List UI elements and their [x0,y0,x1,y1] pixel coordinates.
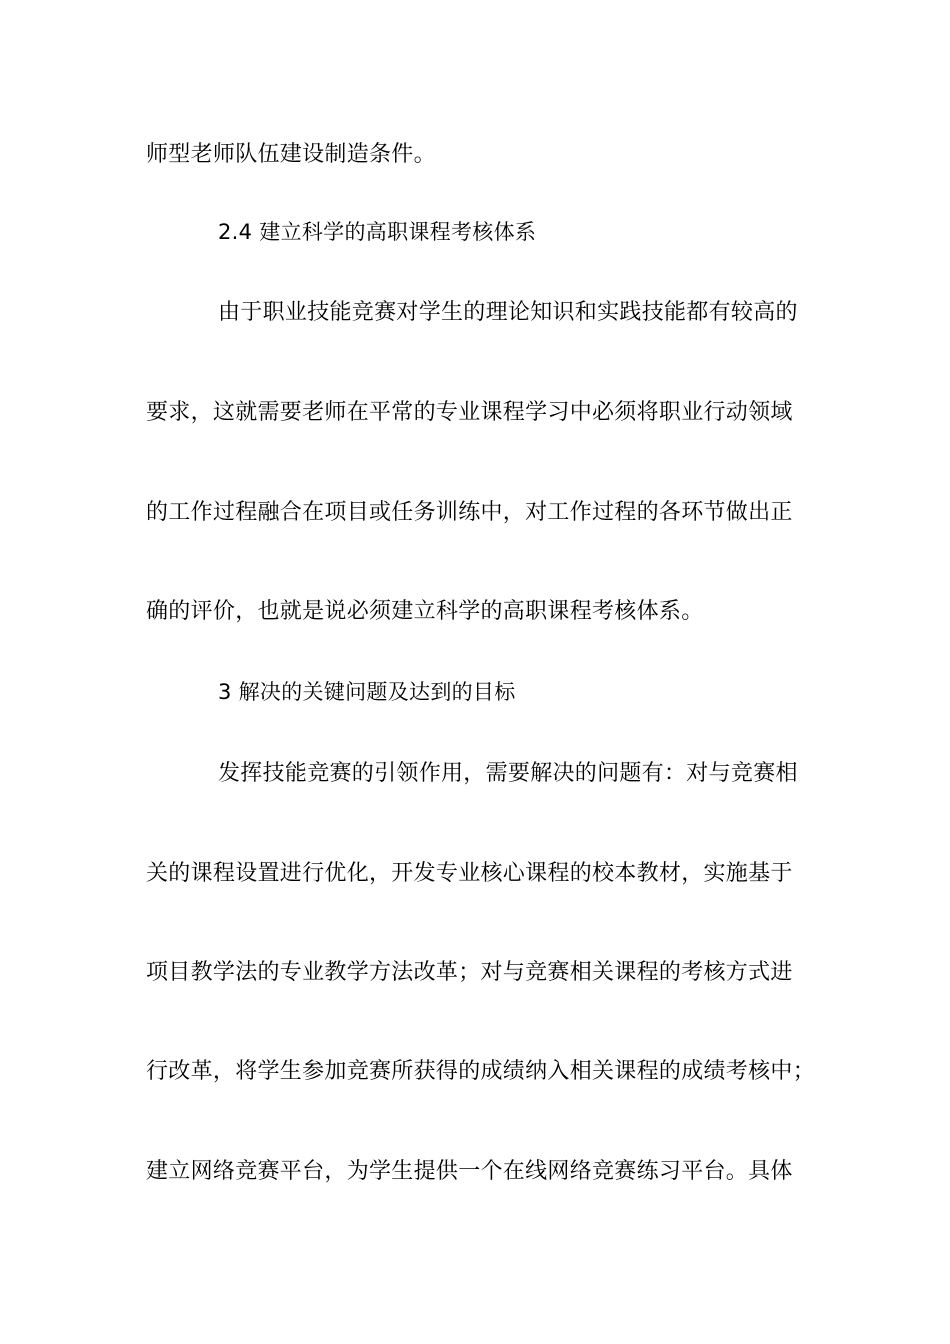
paragraph-line: 发挥技能竞赛的引领作用，需要解决的问题有：对与竞赛相 [218,761,798,786]
paragraph-line: 师型老师队伍建设制造条件。 [146,142,436,167]
section-heading-3: 3 解决的关键问题及达到的目标 [218,680,516,704]
paragraph-line: 要求，这就需要老师在平常的专业课程学习中必须将职业行动领域 [146,400,793,425]
paragraph-line: 行改革，将学生参加竞赛所获得的成绩纳入相关课程的成绩考核中； [146,1059,816,1084]
paragraph-line: 的工作过程融合在项目或任务训练中，对工作过程的各环节做出正 [146,500,793,525]
paragraph-line: 确的评价，也就是说必须建立科学的高职课程考核体系。 [146,599,704,624]
paragraph-line: 由于职业技能竞赛对学生的理论知识和实践技能都有较高的 [218,300,798,325]
paragraph-line: 关的课程设置进行优化，开发专业核心课程的校本教材，实施基于 [146,861,793,886]
paragraph-line: 项目教学法的专业教学方法改革；对与竞赛相关课程的考核方式进 [146,960,793,985]
section-heading-2-4: 2.4 建立科学的高职课程考核体系 [218,220,537,244]
paragraph-line: 建立网络竞赛平台，为学生提供一个在线网络竞赛练习平台。具体 [146,1159,793,1184]
